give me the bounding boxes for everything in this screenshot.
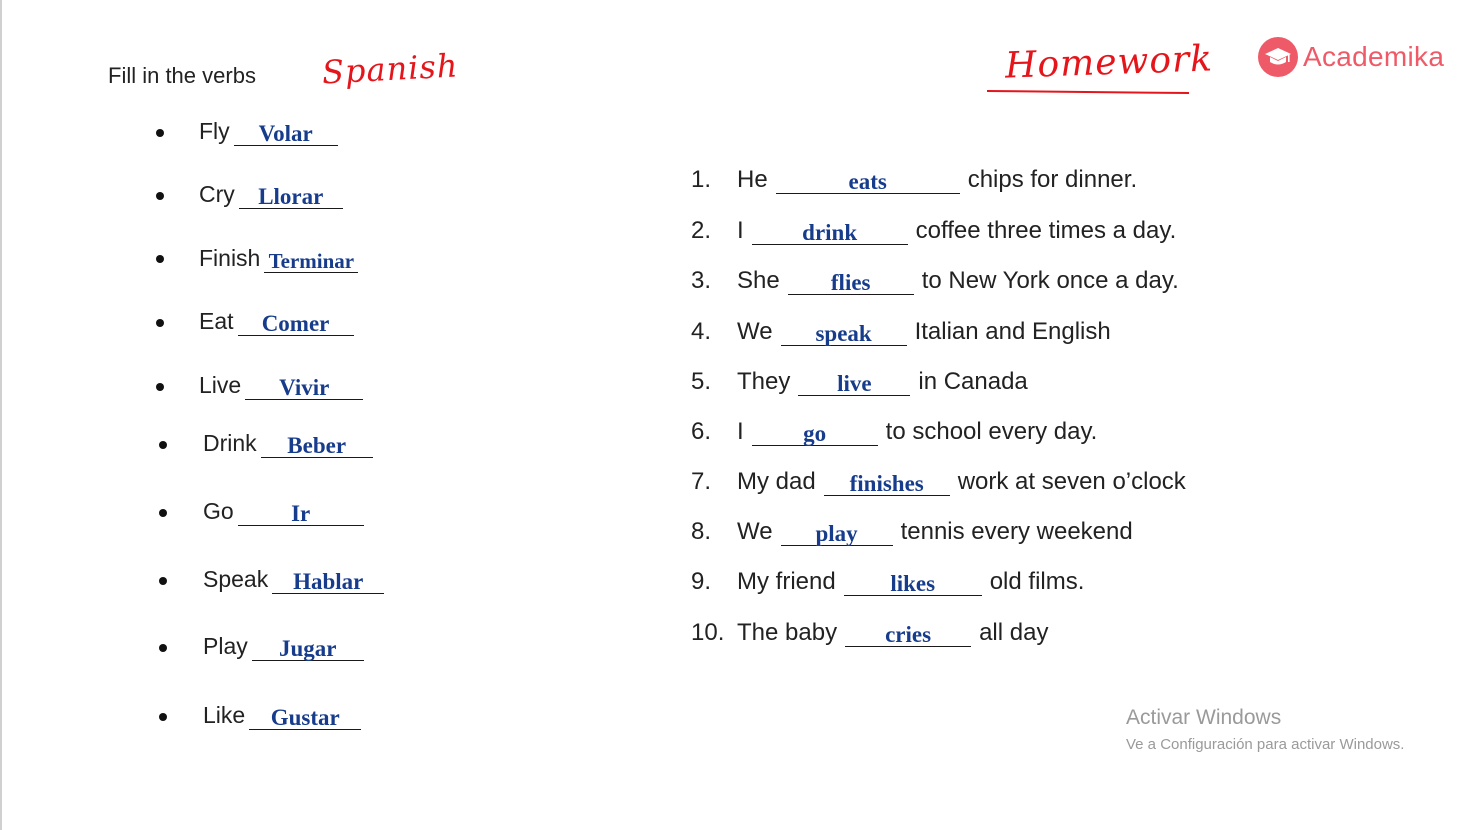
sentence-answer-blank: eats [776, 171, 960, 194]
watermark-subtitle: Ve a Configuración para activar Windows. [1126, 736, 1405, 753]
bullet-dot [159, 577, 167, 585]
sentence-before: We [737, 318, 773, 345]
sentence-after: work at seven o’clock [957, 468, 1186, 495]
bullet-dot [159, 713, 167, 721]
sentence-number: 3. [691, 267, 712, 294]
bullet-dot [156, 192, 164, 200]
bullet-dot [159, 509, 167, 517]
sentence-answer-blank: cries [845, 624, 971, 647]
sentence-before: I [737, 217, 744, 244]
verb-answer-blank: Gustar [249, 707, 361, 730]
sentence-after: to New York once a day. [921, 267, 1179, 294]
verb-english: Cry [199, 181, 235, 207]
verb-item [199, 308, 354, 335]
sentence-after: old films. [989, 568, 1085, 595]
verb-answer-blank: Hablar [272, 571, 384, 594]
worksheet-title: Fill in the verbs [108, 63, 256, 88]
verb-answer-blank: Vivir [245, 377, 363, 400]
verb-english: Eat [199, 308, 234, 334]
verb-answer-blank: Volar [234, 123, 338, 146]
verb-item [203, 498, 364, 525]
verb-english: Go [203, 498, 234, 524]
sentence-answer-blank: go [752, 423, 878, 446]
sentence-item [691, 368, 1028, 396]
sentence-answer-blank: flies [788, 272, 914, 295]
sentence-number: 6. [691, 418, 712, 445]
verb-english: Drink [203, 430, 257, 456]
verb-item [199, 181, 343, 208]
sentence-after: coffee three times a day. [915, 217, 1177, 244]
sentence-item [691, 418, 1097, 446]
bullet-dot [159, 644, 167, 652]
sentence-number: 4. [691, 318, 712, 345]
bullet-dot [156, 319, 164, 327]
sentence-number: 5. [691, 368, 712, 395]
graduation-cap-icon [1258, 37, 1298, 77]
verb-answer-blank: Llorar [239, 186, 343, 209]
sentence-answer-blank: likes [844, 573, 982, 596]
sentence-after: all day [979, 619, 1049, 646]
homework-annotation: Homework [1004, 38, 1214, 87]
page-left-border [0, 0, 2, 830]
sentence-before: I [737, 418, 744, 445]
bullet-dot [156, 383, 164, 391]
sentence-after: chips for dinner. [967, 166, 1138, 193]
sentence-before: The baby [737, 619, 838, 646]
verb-answer-blank: Beber [261, 435, 373, 458]
verb-english: Live [199, 372, 242, 398]
sentence-answer-blank: live [798, 373, 910, 396]
verb-answer-blank: Ir [238, 503, 364, 526]
homework-underline [987, 90, 1189, 94]
verb-item [203, 702, 361, 729]
sentence-before: My dad [737, 468, 816, 495]
academika-logo [1258, 37, 1444, 77]
sentence-answer-blank: finishes [824, 473, 950, 496]
sentence-number: 8. [691, 518, 712, 545]
sentence-after: in Canada [918, 368, 1028, 395]
sentence-before: My friend [737, 568, 836, 595]
sentence-before: She [737, 267, 780, 294]
sentence-item [691, 166, 1137, 194]
sentence-after: to school every day. [885, 418, 1098, 445]
bullet-dot [156, 255, 164, 263]
activation-watermark [1126, 706, 1404, 753]
sentence-number: 9. [691, 568, 712, 595]
verb-english: Like [203, 702, 246, 728]
sentence-number: 2. [691, 217, 712, 244]
sentence-item [691, 568, 1084, 596]
bullet-dot [156, 129, 164, 137]
verb-answer-blank: Comer [238, 313, 354, 336]
verb-answer-blank: Terminar [264, 250, 358, 273]
sentence-before: We [737, 518, 773, 545]
sentence-item [691, 518, 1133, 546]
verb-item [203, 430, 373, 457]
spanish-annotation: Spanish [321, 46, 460, 92]
watermark-title: Activar Windows [1126, 706, 1282, 729]
sentence-item [691, 619, 1048, 647]
verb-english: Fly [199, 118, 230, 144]
bullet-dot [159, 441, 167, 449]
sentence-item [691, 468, 1186, 496]
sentence-answer-blank: play [781, 523, 893, 546]
verb-item [203, 633, 364, 660]
verb-english: Speak [203, 566, 269, 592]
verb-item [199, 245, 358, 272]
sentence-number: 10. [691, 619, 725, 646]
verb-item [199, 118, 338, 145]
sentence-item [691, 267, 1179, 295]
logo-wordmark: Academika [1303, 41, 1445, 72]
verb-item [199, 372, 363, 399]
sentence-after: tennis every weekend [900, 518, 1133, 545]
verb-english: Play [203, 633, 248, 659]
sentence-item [691, 217, 1176, 245]
verb-answer-blank: Jugar [252, 638, 364, 661]
sentence-item [691, 318, 1111, 346]
sentence-number: 1. [691, 166, 712, 193]
sentence-before: He [737, 166, 768, 193]
verb-item [203, 566, 384, 593]
sentence-after: Italian and English [914, 318, 1111, 345]
sentence-answer-blank: drink [752, 222, 908, 245]
sentence-answer-blank: speak [781, 323, 907, 346]
sentence-number: 7. [691, 468, 712, 495]
verb-english: Finish [199, 245, 261, 271]
sentence-before: They [737, 368, 791, 395]
